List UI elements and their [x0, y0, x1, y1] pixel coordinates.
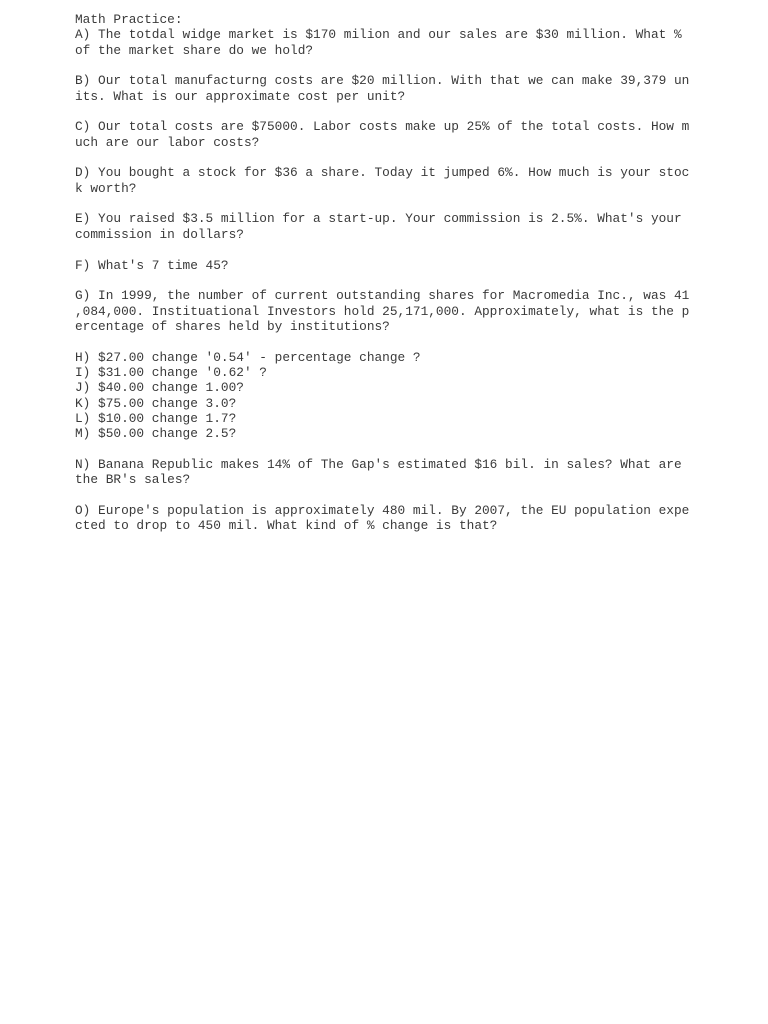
question-b-line-1: B) Our total manufacturng costs are $20 million. With that we can make 39,379 un	[75, 73, 690, 89]
question-f-line-1: F) What's 7 time 45?	[75, 257, 229, 273]
question-k-line: K) $75.00 change 3.0?	[75, 395, 237, 411]
question-b-line-2: its. What is our approximate cost per unit?	[75, 88, 406, 104]
question-d-line-2: k worth?	[75, 180, 137, 196]
question-c-line-1: C) Our total costs are $75000. Labor costs make up 25% of the total costs. How m	[75, 119, 690, 135]
question-g	[75, 288, 690, 334]
question-o	[75, 503, 690, 534]
question-n-line-2: the BR's sales?	[75, 472, 191, 488]
question-d-line-1: D) You bought a stock for $36 a share. Today it jumped 6%. How much is your stoc	[75, 165, 690, 181]
question-o-line-2: cted to drop to 450 mil. What kind of % change is that?	[75, 518, 498, 534]
question-a	[75, 27, 682, 58]
question-j-line: J) $40.00 change 1.00?	[75, 380, 244, 396]
paragraph-gap	[75, 196, 675, 211]
questions-h-to-m	[75, 350, 675, 442]
paragraph-gap	[75, 150, 675, 165]
question-g-line-2: ,084,000. Instituational Investors hold 25,171,000. Approximately, what is the p	[75, 303, 690, 319]
question-e	[75, 211, 682, 242]
question-e-line-1: E) You raised $3.5 million for a start-up. Your commission is 2.5%. What's your	[75, 211, 682, 227]
question-d	[75, 165, 690, 196]
question-n-line-1: N) Banana Republic makes 14% of The Gap's estimated $16 bil. in sales? What are	[75, 456, 682, 472]
question-l-line: L) $10.00 change 1.7?	[75, 410, 237, 426]
question-g-line-3: ercentage of shares held by institutions?	[75, 318, 390, 334]
question-f	[75, 258, 675, 273]
question-i-line: I) $31.00 change '0.62' ?	[75, 364, 267, 380]
paragraph-gap	[75, 242, 675, 257]
document-heading: Math Practice:	[75, 12, 183, 27]
document-page	[75, 12, 690, 534]
question-c	[75, 119, 690, 150]
paragraph-gap	[75, 104, 675, 119]
paragraph-gap	[75, 58, 675, 73]
paragraph-gap	[75, 334, 675, 349]
paragraph-gap	[75, 488, 675, 503]
question-n	[75, 456, 682, 488]
question-a-line-2: of the market share do we hold?	[75, 42, 314, 58]
question-o-line-1: O) Europe's population is approximately 480 mil. By 2007, the EU population expe	[75, 503, 690, 518]
paragraph-gap	[75, 442, 675, 457]
question-h-line: H) $27.00 change '0.54' - percentage change ?	[75, 349, 421, 365]
question-b	[75, 73, 690, 104]
question-a-line-1: A) The totdal widge market is $170 milion and our sales are $30 million. What %	[75, 27, 682, 43]
paragraph-gap	[75, 273, 675, 288]
question-m-line: M) $50.00 change 2.5?	[75, 426, 237, 442]
question-g-line-1: G) In 1999, the number of current outstanding shares for Macromedia Inc., was 41	[75, 288, 690, 304]
question-e-line-2: commission in dollars?	[75, 226, 244, 242]
question-c-line-2: uch are our labor costs?	[75, 134, 260, 150]
